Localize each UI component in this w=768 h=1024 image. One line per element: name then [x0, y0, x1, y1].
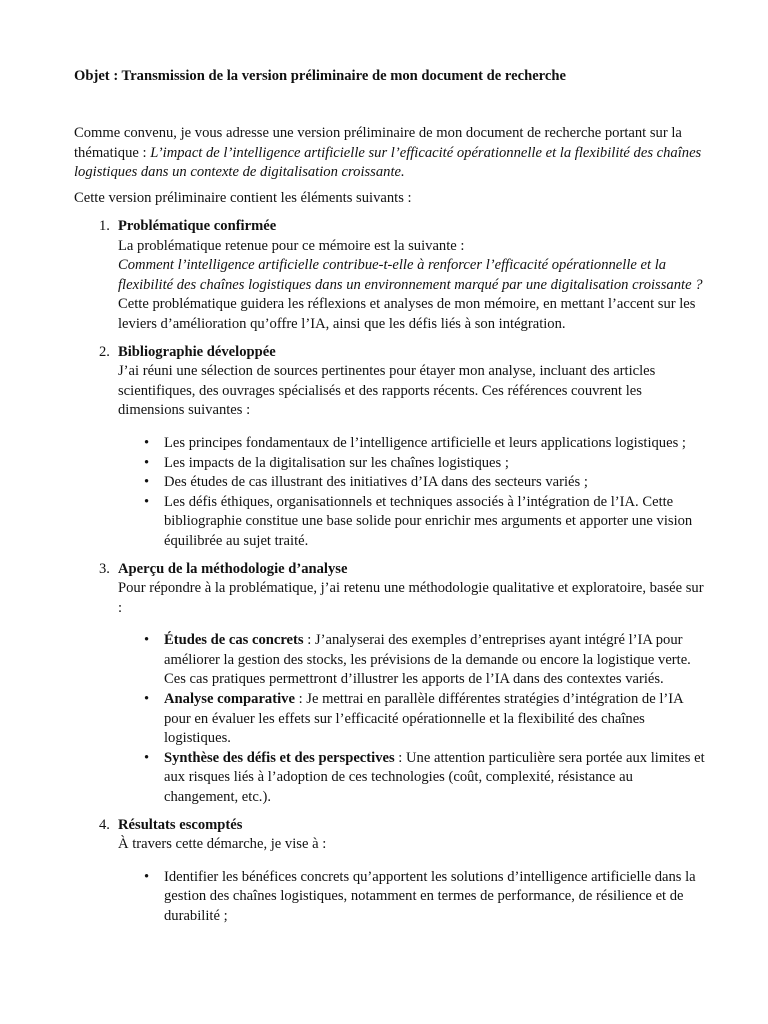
bullet-list — [118, 631, 708, 807]
subject-line: Objet : Transmission de la version préliminaire de mon document de recherche — [74, 68, 566, 84]
bullet-icon: • — [144, 434, 150, 451]
list-item: • Les défis éthiques, organisationnels et techniques associés à l’intégration de l’IA. Cette bibliographie constitue une base solide pour enrichir mes arguments et apporter une vision équilibrée au sujet traité. — [144, 493, 693, 549]
list-term: Études de cas concrets — [164, 632, 304, 649]
bullet-list — [118, 434, 708, 552]
list-term: Synthèse des défis et des perspectives — [164, 749, 395, 766]
sections-list — [99, 217, 708, 927]
section-resultats — [99, 816, 708, 927]
section-text: À travers cette démarche, je vise à : — [118, 836, 327, 853]
intro-text: Comme convenu, je vous adresse une version préliminaire de mon document de recherche portant sur la thématique : — [74, 125, 682, 161]
intro-theme: L’impact de l’intelligence artificielle sur l’efficacité opérationnelle et la flexibilité des chaînes logistiques dans un contexte de digitalisation croissante. — [74, 144, 702, 181]
lead-paragraph: Cette version préliminaire contient les éléments suivants : — [74, 190, 412, 206]
bullet-icon: • — [144, 691, 150, 708]
list-item: • Les principes fondamentaux de l’intelligence artificielle et leurs applications logistiques ; — [118, 434, 708, 454]
list-item: • Synthèse des défis et des perspectives : Une attention particulière sera portée aux limites et aux risques liés à l’adoption de ces technologies (coût, complexité, résistance au changement, etc.). — [144, 749, 705, 806]
list-item: • Des études de cas illustrant des initiatives d’IA dans des secteurs variés ; — [118, 473, 708, 493]
intro-paragraph — [74, 124, 704, 183]
section-text: J’ai réuni une sélection de sources pertinentes pour étayer mon analyse, incluant des articles scientifiques, des ouvrages spécialisés et des rapports récents. Ces références couvrent les dimensions suivantes : — [118, 363, 656, 419]
list-item: • Identifier les bénéfices concrets qu’apportent les solutions d’intelligence artificielle dans la gestion des chaînes logistiques, notamment en termes de performance, de résilience et de durabilité ; — [144, 868, 696, 924]
bullet-list — [118, 868, 708, 927]
section-number: 2. — [99, 343, 110, 360]
section-title: Résultats escomptés — [118, 816, 243, 833]
list-term: Analyse comparative — [164, 691, 295, 708]
section-number: 4. — [99, 816, 110, 833]
section-title: Problématique confirmée — [118, 218, 277, 234]
section-text: La problématique retenue pour ce mémoire est la suivante : — [118, 237, 465, 254]
bullet-icon: • — [144, 474, 150, 491]
section-text: Pour répondre à la problématique, j’ai retenu une méthodologie qualitative et exploratoire, basée sur : — [118, 580, 704, 616]
bullet-icon: • — [144, 632, 150, 649]
section-number: 1. — [99, 218, 110, 234]
list-item: • Études de cas concrets : J’analyserai des exemples d’entreprises ayant intégré l’IA pour améliorer la gestion des stocks, les prévisions de la demande ou encore la logistique verte. Ces cas pratiques permettront d’illustrer les apports de l’IA dans des contextes variés. — [144, 632, 691, 688]
section-bibliographie — [99, 343, 708, 552]
section-title: Aperçu de la méthodologie d’analyse — [118, 560, 348, 577]
bullet-icon: • — [144, 749, 150, 766]
research-question: Comment l’intelligence artificielle contribue-t-elle à renforcer l’efficacité opérationnelle et la flexibilité des chaînes logistiques dans un environnement marqué par une digitalisation croissante ? — [118, 257, 703, 293]
list-item: • Les impacts de la digitalisation sur les chaînes logistiques ; — [118, 454, 708, 474]
section-text: Cette problématique guidera les réflexions et analyses de mon mémoire, en mettant l’accent sur les leviers d’amélioration qu’offre l’IA, ainsi que les défis liés à son intégration. — [118, 296, 696, 332]
section-methodologie — [99, 560, 708, 808]
bullet-icon: • — [144, 493, 150, 510]
bullet-icon: • — [144, 868, 150, 885]
section-problematique — [99, 217, 708, 335]
list-item: • Analyse comparative : Je mettrai en parallèle différentes stratégies d’intégration de l’IA pour en évaluer les effets sur l’efficacité opérationnelle et la flexibilité des chaînes logistiques. — [144, 691, 683, 747]
bullet-icon: • — [144, 454, 150, 471]
section-title: Bibliographie développée — [118, 343, 276, 360]
section-number: 3. — [99, 560, 110, 577]
